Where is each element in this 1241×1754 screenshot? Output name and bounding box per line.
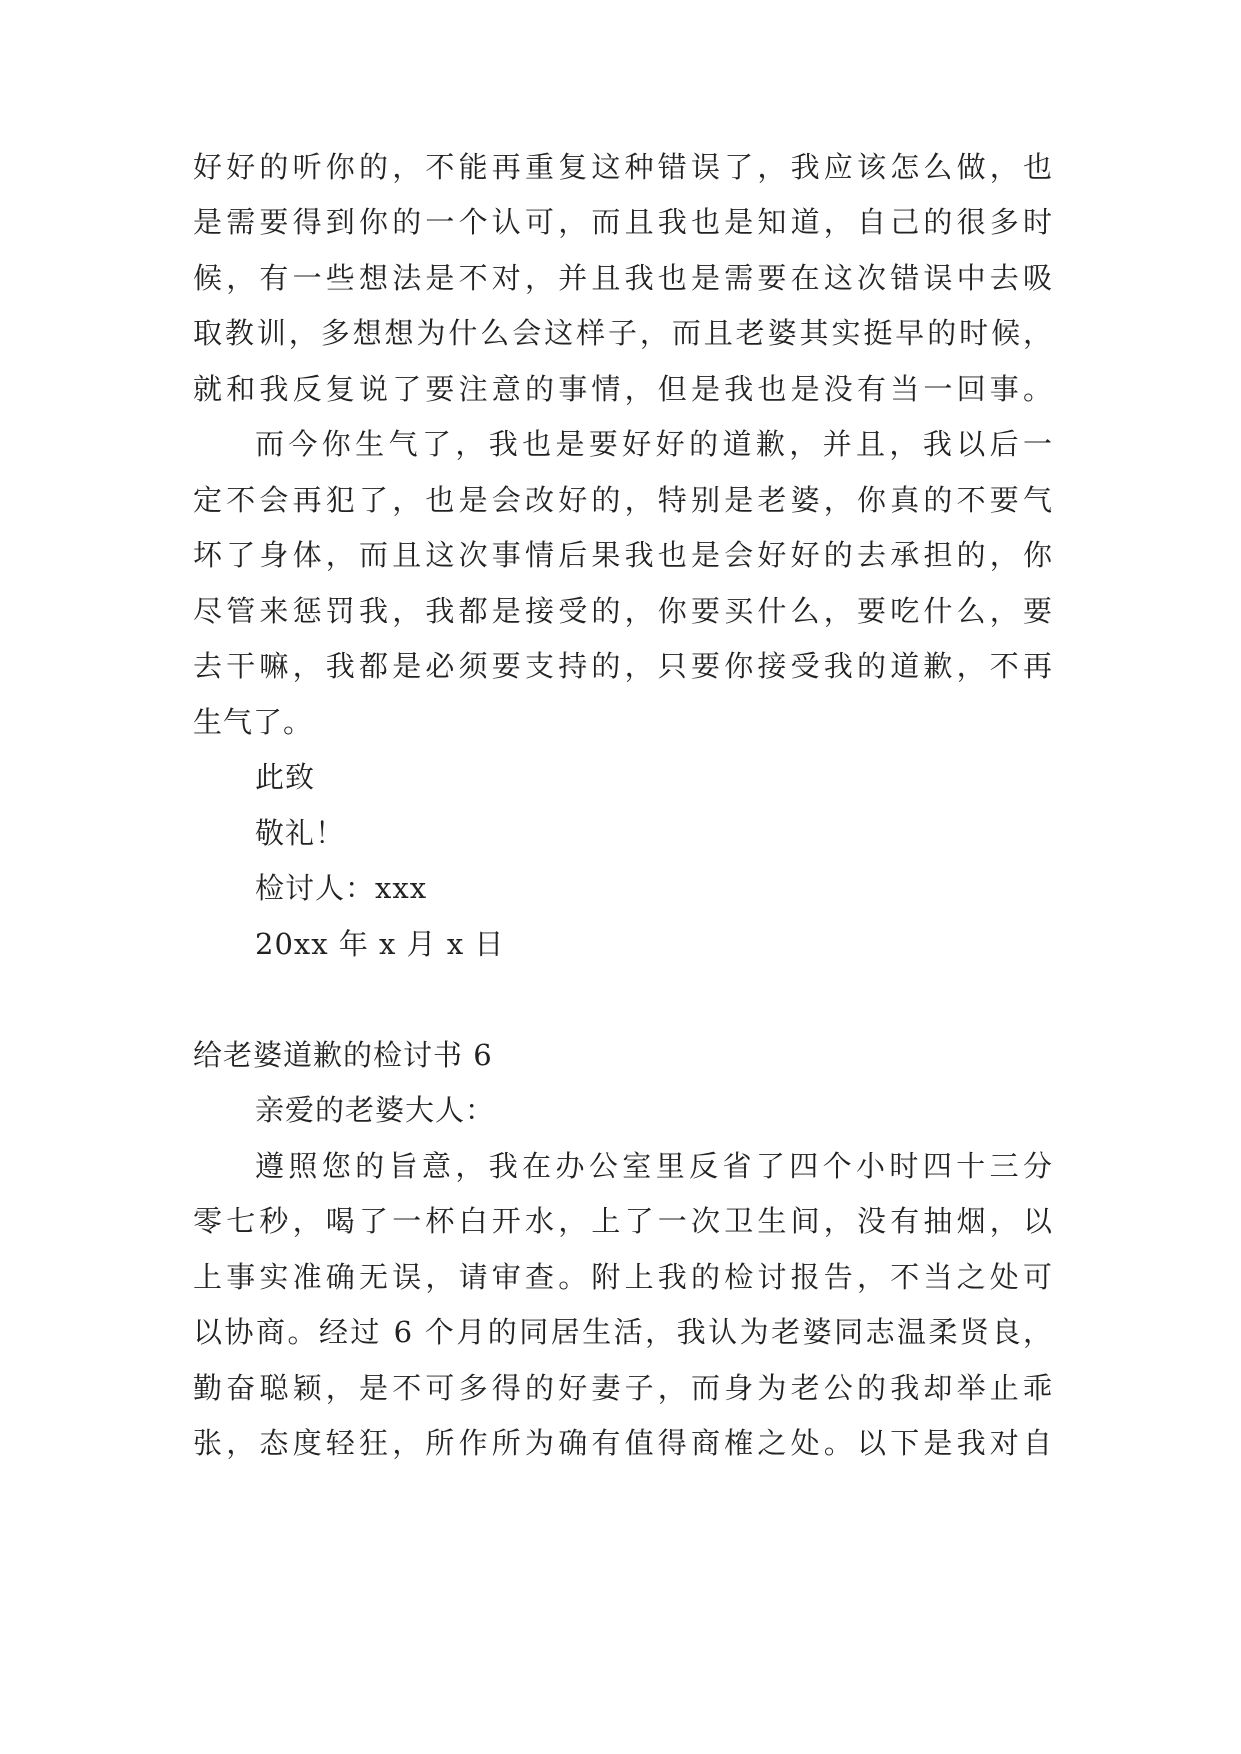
paragraph-line: 而今你生气了，我也是要好好的道歉，并且，我以后一 xyxy=(255,427,1053,461)
section-title: 给老婆道歉的检讨书 6 xyxy=(193,1038,493,1072)
paragraph-line: 张，态度轻狂，所作所为确有值得商榷之处。以下是我对自 xyxy=(193,1426,1053,1460)
paragraph-line: 好好的听你的，不能再重复这种错误了，我应该怎么做，也 xyxy=(193,150,1053,184)
paragraph-line: 上事实准确无误，请审查。附上我的检讨报告，不当之处可 xyxy=(193,1260,1053,1294)
closing-date: 20xx 年 x 月 x 日 xyxy=(255,927,505,961)
paragraph-line: 坏了身体，而且这次事情后果我也是会好好的去承担的，你 xyxy=(193,538,1053,572)
paragraph-line: 零七秒，喝了一杯白开水，上了一次卫生间，没有抽烟，以 xyxy=(193,1204,1053,1238)
closing-author: 检讨人：xxx xyxy=(255,871,428,905)
paragraph-line: 去干嘛，我都是必须要支持的，只要你接受我的道歉，不再 xyxy=(193,649,1053,683)
closing-salutation: 此致 xyxy=(255,760,316,794)
paragraph-line: 生气了。 xyxy=(193,705,314,739)
paragraph-line: 以协商。经过 6 个月的同居生活，我认为老婆同志温柔贤良， xyxy=(193,1315,1053,1349)
letter-greeting: 亲爱的老婆大人： xyxy=(255,1093,496,1127)
paragraph-line: 取教训，多想想为什么会这样子，而且老婆其实挺早的时候， xyxy=(193,316,1053,350)
paragraph-line: 勤奋聪颖，是不可多得的好妻子，而身为老公的我却举止乖 xyxy=(193,1371,1053,1405)
paragraph-line: 定不会再犯了，也是会改好的，特别是老婆，你真的不要气 xyxy=(193,483,1053,517)
paragraph-line: 尽管来惩罚我，我都是接受的，你要买什么，要吃什么，要 xyxy=(193,594,1053,628)
closing-regards: 敬礼！ xyxy=(255,816,346,850)
paragraph-line: 就和我反复说了要注意的事情，但是我也是没有当一回事。 xyxy=(193,372,1053,406)
paragraph-line: 遵照您的旨意，我在办公室里反省了四个小时四十三分 xyxy=(255,1149,1053,1183)
paragraph-line: 候，有一些想法是不对，并且我也是需要在这次错误中去吸 xyxy=(193,261,1053,295)
paragraph-line: 是需要得到你的一个认可，而且我也是知道，自己的很多时 xyxy=(193,205,1053,239)
